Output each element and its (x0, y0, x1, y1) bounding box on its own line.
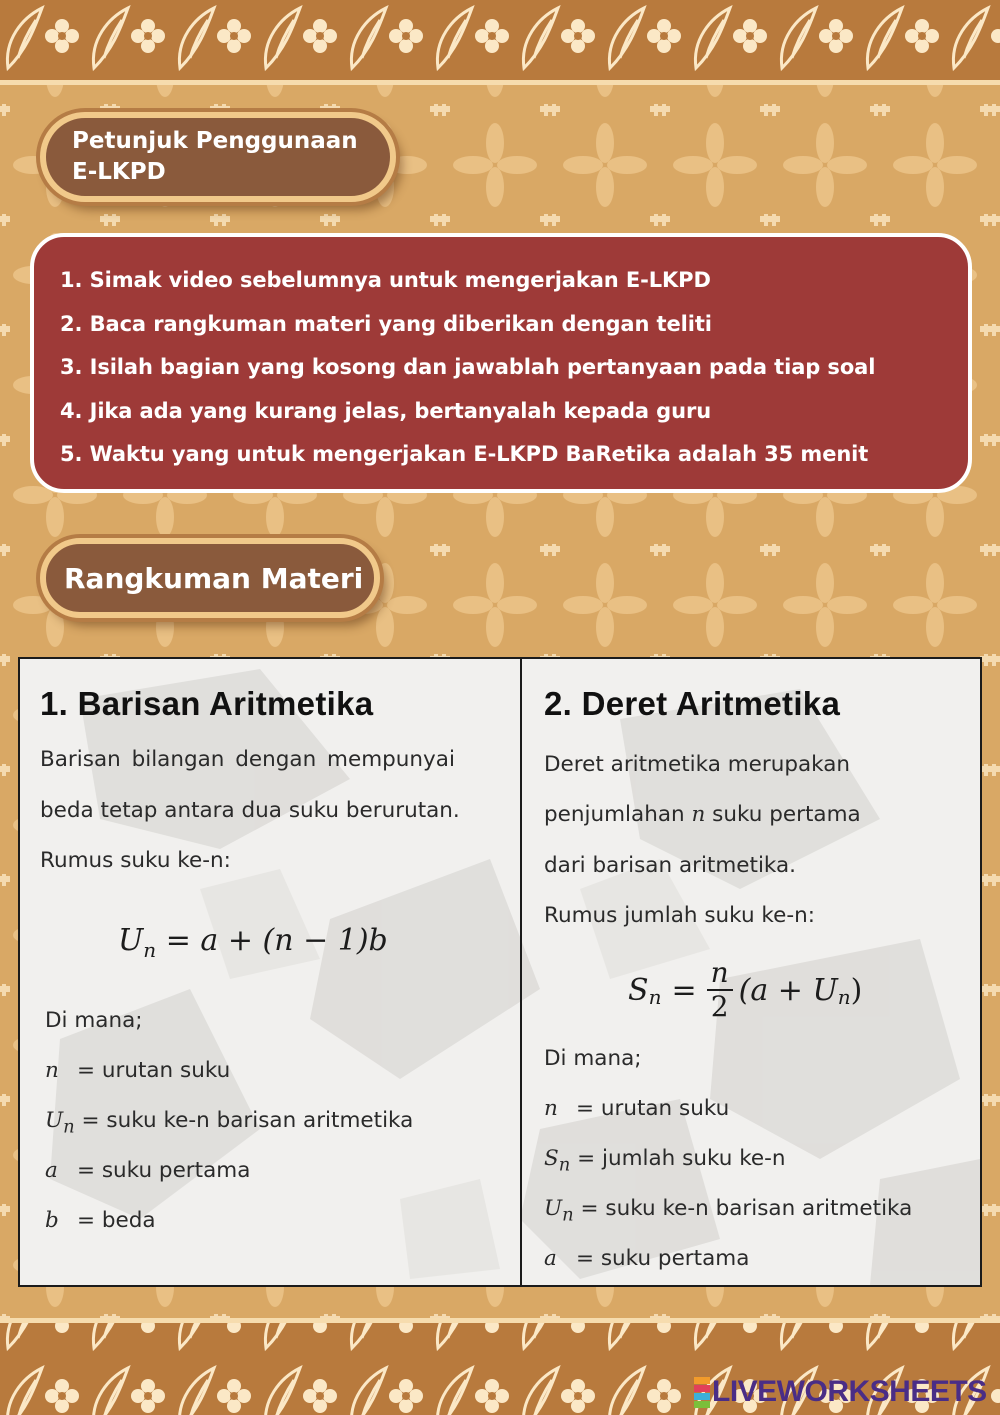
liveworksheets-logo-icon (694, 1377, 710, 1407)
deret-desc-3: dari barisan aritmetika. (544, 853, 797, 878)
instructions-list (60, 259, 968, 477)
instruction-item: 2. Baca rangkuman materi yang diberikan dengan teliti (60, 311, 712, 336)
formula-lhs: U (118, 923, 144, 958)
barisan-def-row (45, 1108, 413, 1137)
barisan-def-row (45, 1208, 156, 1233)
def-text: = urutan suku (77, 1058, 231, 1083)
deret-def-row (544, 1246, 749, 1271)
deret-desc-2a: penjumlahan (544, 802, 685, 827)
def-text: = suku ke-n barisan aritmetika (81, 1108, 414, 1133)
def-symbol: a (45, 1158, 58, 1183)
barisan-dimana: Di mana; (45, 1008, 143, 1033)
deret-desc-2b: suku pertama (712, 802, 861, 827)
formula-rhs-close: ) (850, 972, 863, 1008)
fraction-denominator: 2 (710, 990, 729, 1023)
deret-def-row (544, 1196, 912, 1225)
formula-fraction (707, 957, 733, 1023)
barisan-formula (118, 923, 388, 962)
formula-lhs: S (628, 972, 649, 1008)
barisan-column (20, 659, 520, 1285)
def-text: = suku pertama (576, 1246, 750, 1271)
instruction-item: 3. Isilah bagian yang kosong dan jawablah pertanyaan pada tiap soal (60, 355, 876, 379)
formula-rhs-sub: n (837, 985, 851, 1009)
fraction-numerator: n (707, 957, 733, 991)
def-subscript: n (558, 1154, 571, 1176)
petunjuk-title-line2: E-LKPD (72, 159, 166, 185)
petunjuk-title-line1: Petunjuk Penggunaan (72, 128, 358, 154)
formula-rhs-open: (a + U (738, 972, 838, 1008)
barisan-desc-2: beda tetap antara dua suku berurutan. (40, 798, 460, 823)
rangkuman-title-pill (40, 538, 380, 618)
def-symbol: S (544, 1146, 559, 1171)
def-symbol: n (544, 1096, 558, 1121)
formula-rhs: = a + (n − 1)b (165, 923, 388, 958)
petunjuk-title-pill (40, 112, 396, 202)
def-text: = beda (77, 1208, 156, 1233)
instruction-item: 5. Waktu yang untuk mengerjakan E-LKPD BaRetika adalah 35 menit (60, 442, 869, 466)
def-symbol: b (45, 1208, 59, 1233)
formula-sub: n (143, 938, 157, 962)
def-subscript: n (562, 1204, 574, 1226)
barisan-def-row (45, 1058, 230, 1083)
barisan-rumus-label: Rumus suku ke-n: (40, 848, 231, 873)
def-symbol: U (544, 1196, 563, 1221)
materi-panel (18, 657, 982, 1287)
deret-column (520, 659, 980, 1285)
def-symbol: n (45, 1058, 59, 1083)
deret-rumus-label: Rumus jumlah suku ke-n: (544, 903, 815, 928)
def-symbol: U (45, 1108, 64, 1133)
deret-def-row (544, 1096, 729, 1121)
def-symbol: a (544, 1246, 557, 1271)
deret-desc-n: n (691, 802, 706, 827)
deret-formula (628, 957, 862, 1023)
deret-title: 2. Deret Aritmetika (544, 685, 841, 722)
deret-desc-2 (544, 802, 861, 827)
def-text: = jumlah suku ke-n (577, 1146, 786, 1171)
rangkuman-title: Rangkuman Materi (64, 561, 364, 595)
barisan-title: 1. Barisan Aritmetika (40, 685, 374, 722)
formula-eq: = (671, 972, 697, 1008)
deret-dimana: Di mana; (544, 1046, 642, 1071)
instructions-box (30, 233, 972, 493)
barisan-desc-1: Barisan bilangan dengan mempunyai (40, 747, 455, 772)
def-text: = suku ke-n barisan aritmetika (580, 1196, 913, 1221)
deret-def-row (544, 1146, 786, 1175)
barisan-def-row (45, 1158, 250, 1183)
formula-sub: n (648, 985, 662, 1009)
instruction-item: 4. Jika ada yang kurang jelas, bertanyalah kepada guru (60, 398, 712, 423)
def-text: = urutan suku (576, 1096, 730, 1121)
def-subscript: n (63, 1116, 75, 1138)
def-text: = suku pertama (77, 1158, 251, 1183)
deret-desc-1: Deret aritmetika merupakan (544, 752, 851, 777)
liveworksheets-logo[interactable] (694, 1375, 987, 1409)
instruction-item: 1. Simak video sebelumnya untuk mengerjakan E-LKPD (60, 268, 711, 292)
liveworksheets-brand: LIVEWORKSHEETS (712, 1375, 987, 1408)
